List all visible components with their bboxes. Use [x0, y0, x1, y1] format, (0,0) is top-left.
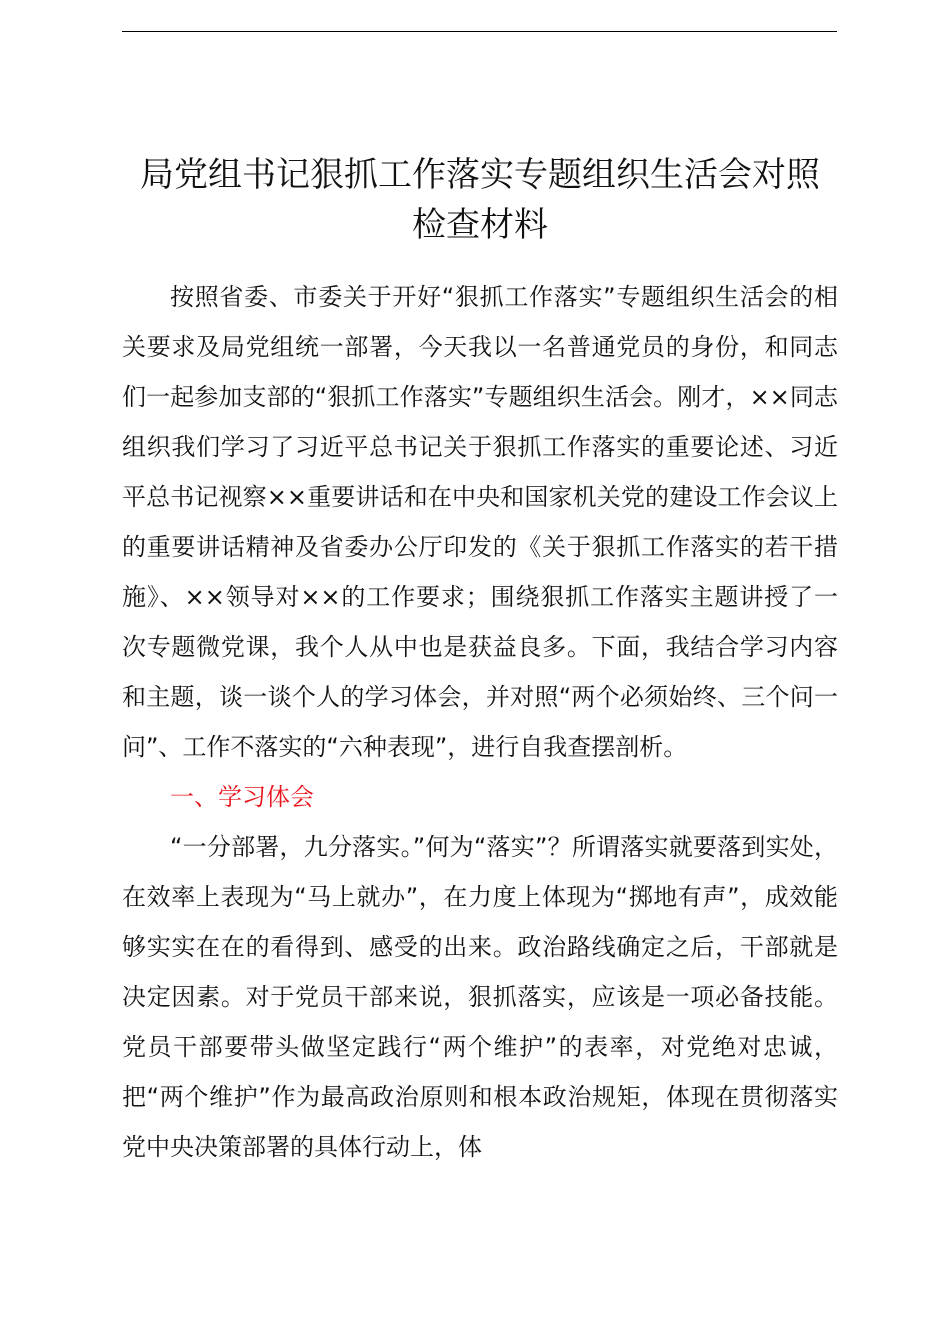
section-paragraph-study: “一分部署，九分落实。”何为“落实”？所谓落实就要落到实处，在效率上表现为“马上就办”，在力度上体现为“掷地有声”，成效能够实实在在的看得到、感受的出来。政治路线确定之后，干部就是决定因素。对于党员干部来说，狠抓落实，应该是一项必备技能。党员干部要带头做坚定践行“两个维护”的表率，对党绝对忠诚，把“两个维护”作为最高政治原则和根本政治规矩，体现在贯彻落实党中央决策部署的具体行动上，体 — [122, 833, 838, 1161]
intro-paragraph: 按照省委、市委关于开好“狠抓工作落实”专题组织生活会的相关要求及局党组统一部署，今天我以一名普通党员的身份，和同志们一起参加支部的“狠抓工作落实”专题组织生活会。刚才，××同志组织我们学习了习近平总书记关于狠抓工作落实的重要论述、习近平总书记视察××重要讲话和在中央和国家机关党的建设工作会议上的重要讲话精神及省委办公厅印发的《关于狠抓工作落实的若干措施》、××领导对××的工作要求；围绕狠抓工作落实主题讲授了一次专题微党课，我个人从中也是获益良多。下面，我结合学习内容和主题，谈一谈个人的学习体会，并对照“两个必须始终、三个问一问”、工作不落实的“六种表现”，进行自我查摆剖析。 — [122, 283, 838, 761]
title-line-1: 局党组书记狠抓工作落实专题组织生活会对照 — [140, 155, 820, 195]
header-rule — [122, 31, 837, 32]
section-heading-study: 一、学习体会 — [170, 783, 314, 811]
document-body — [122, 272, 838, 1172]
title-line-2: 检查材料 — [412, 205, 548, 245]
document-title — [100, 150, 860, 250]
